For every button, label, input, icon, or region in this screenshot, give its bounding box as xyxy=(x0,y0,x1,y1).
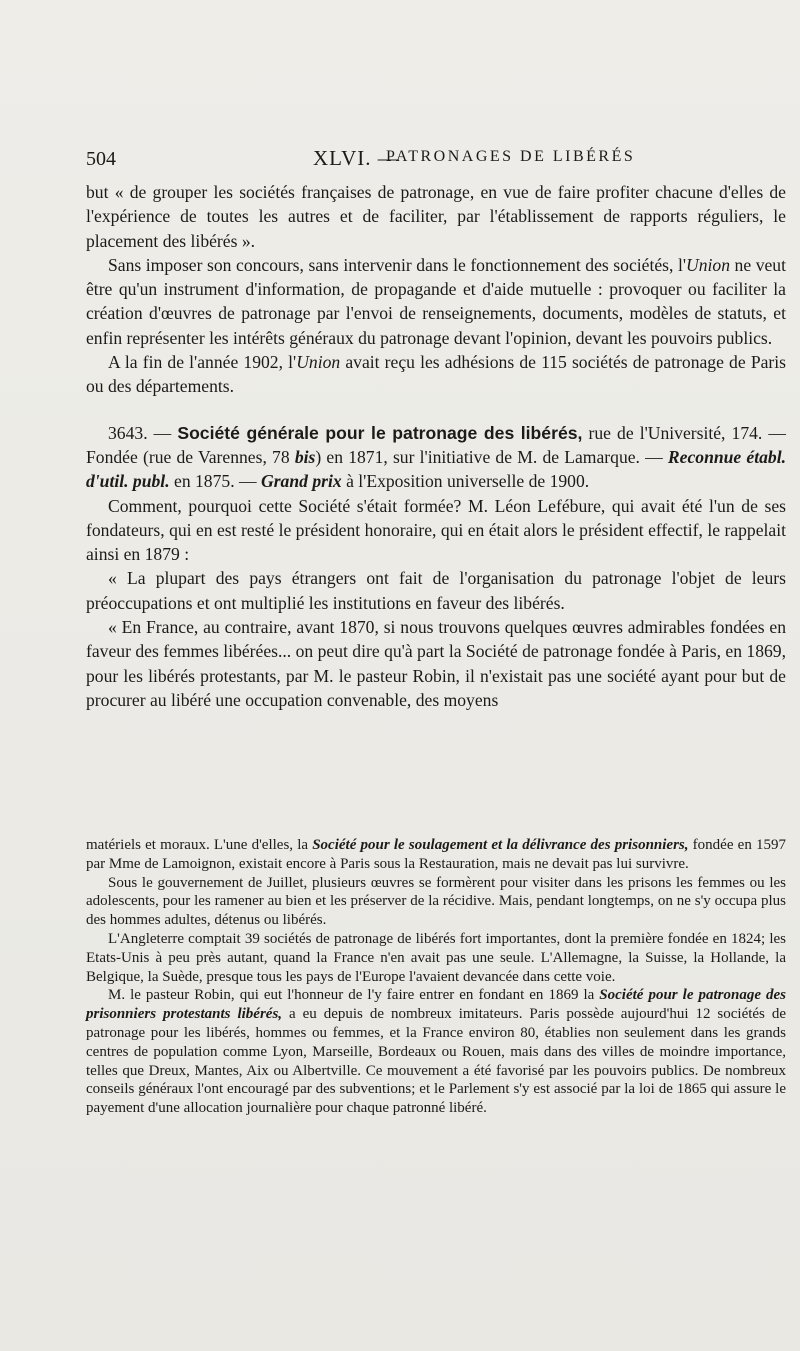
entry-3643: 3643. — Société générale pour le patronage des libérés, rue de l'Université, 174. — Fondée (rue de Varennes, 78 bis) en 1871, sur l'initiative de M. de Lamarque. — Reconnue établ. d'util. publ. en 1875. — Grand prix à l'Exposition universelle de 1900. xyxy=(86,422,786,492)
section-number: XLVI. — xyxy=(313,146,400,170)
page-number: 504 xyxy=(86,148,116,170)
paragraph: Sans imposer son concours, sans intervenir dans le fonctionnement des sociétés, l'Union ne veut être qu'un instrument d'information, de propagande et d'aide mutuelle : provoquer ou faciliter la création d'œuvres de patronage par l'envoi de renseignements, documents, modèles de statuts, et enfin représenter les intérêts généraux du patronage devant l'opinion, devant les pouvoirs publics. xyxy=(86,254,786,348)
footnote-paragraph: M. le pasteur Robin, qui eut l'honneur de l'y faire entrer en fondant en 1869 la Société pour le patronage des prisonniers protestants libérés, a eu depuis de nombreux imitateurs. Paris possède aujourd'hui 12 sociétés de patronage pour les libérés, hommes ou femmes, et la France environ 80, établies non seulement dans les grands centres de population comme Lyon, Marseille, Bordeaux ou Rouen, mais dans des villes de moindre importance, telles que Dreux, Mantes, Aix ou Albertville. Ce mouvement a été favorisé par les pouvoirs publics. De nombreux conseils généraux l'ont encouragé par des subventions; et le Parlement s'y est associé par la loi de 1865 qui assure le payement d'une allocation journalière pour chaque patronné libéré. xyxy=(86,987,786,1117)
footnote-paragraph: Sous le gouvernement de Juillet, plusieurs œuvres se formèrent pour visiter dans les prisons les femmes ou les adolescents, pour les ramener au bien et les préserver de la récidive. Mais, pendant longtemps, on ne s'y occupa plus des hommes adultes, détenus ou libérés. xyxy=(86,874,786,929)
footnote-paragraph: L'Angleterre comptait 39 sociétés de patronage de libérés fort importantes, dont la première fondée en 1824; les Etats-Unis à peu près autant, quand la France n'en avait pas une seule. L'Allemagne, la Suisse, la Hollande, la Belgique, la Suède, presque tous les pays de l'Europe l'avaient devancée dans cette voie. xyxy=(86,930,786,985)
paragraph: Comment, pourquoi cette Société s'était formée? M. Léon Lefébure, qui avait été l'un de ses fondateurs, qui en est resté le président honoraire, qui en était alors le président effectif, le rappelait ainsi en 1879 : xyxy=(86,495,786,565)
paragraph: A la fin de l'année 1902, l'Union avait reçu les adhésions de 115 sociétés de patronage de Paris ou des départements. xyxy=(86,352,787,397)
footnote-block xyxy=(86,836,786,1118)
entry-title: Société générale pour le patronage des libérés, xyxy=(177,422,583,443)
section-title: PATRONAGES DE LIBÉRÉS xyxy=(386,148,636,165)
quote-paragraph: « En France, au contraire, avant 1870, si nous trouvons quelques œuvres admirables fondées en faveur des femmes libérées... on peut dire qu'à part la Société de patronage fondée à Paris, en 1869, pour les libérés protestants, par M. le pasteur Robin, il n'existait pas une société ayant pour but de procurer au libéré une occupation convenable, des moyens xyxy=(86,617,786,710)
entry-number: 3643. — xyxy=(108,422,178,443)
footnote-paragraph: matériels et moraux. L'une d'elles, la Société pour le soulagement et la délivrance des prisonniers, fondée en 1597 par Mme de Lamoignon, existait encore à Paris sous la Restauration, mais ne devait pas lui survivre. xyxy=(86,837,786,872)
main-text xyxy=(86,180,786,712)
paragraph: but « de grouper les sociétés françaises de patronage, en vue de faire profiter chacune d'elles de l'expérience de toutes les autres et de faciliter, par l'établissement de rapports réguliers, le placement des libérés ». xyxy=(86,182,786,251)
quote-paragraph: « La plupart des pays étrangers ont fait de l'organisation du patronage l'objet de leurs préoccupations et ont multiplié les institutions en faveur des libérés. xyxy=(86,568,786,613)
running-header xyxy=(86,140,786,180)
